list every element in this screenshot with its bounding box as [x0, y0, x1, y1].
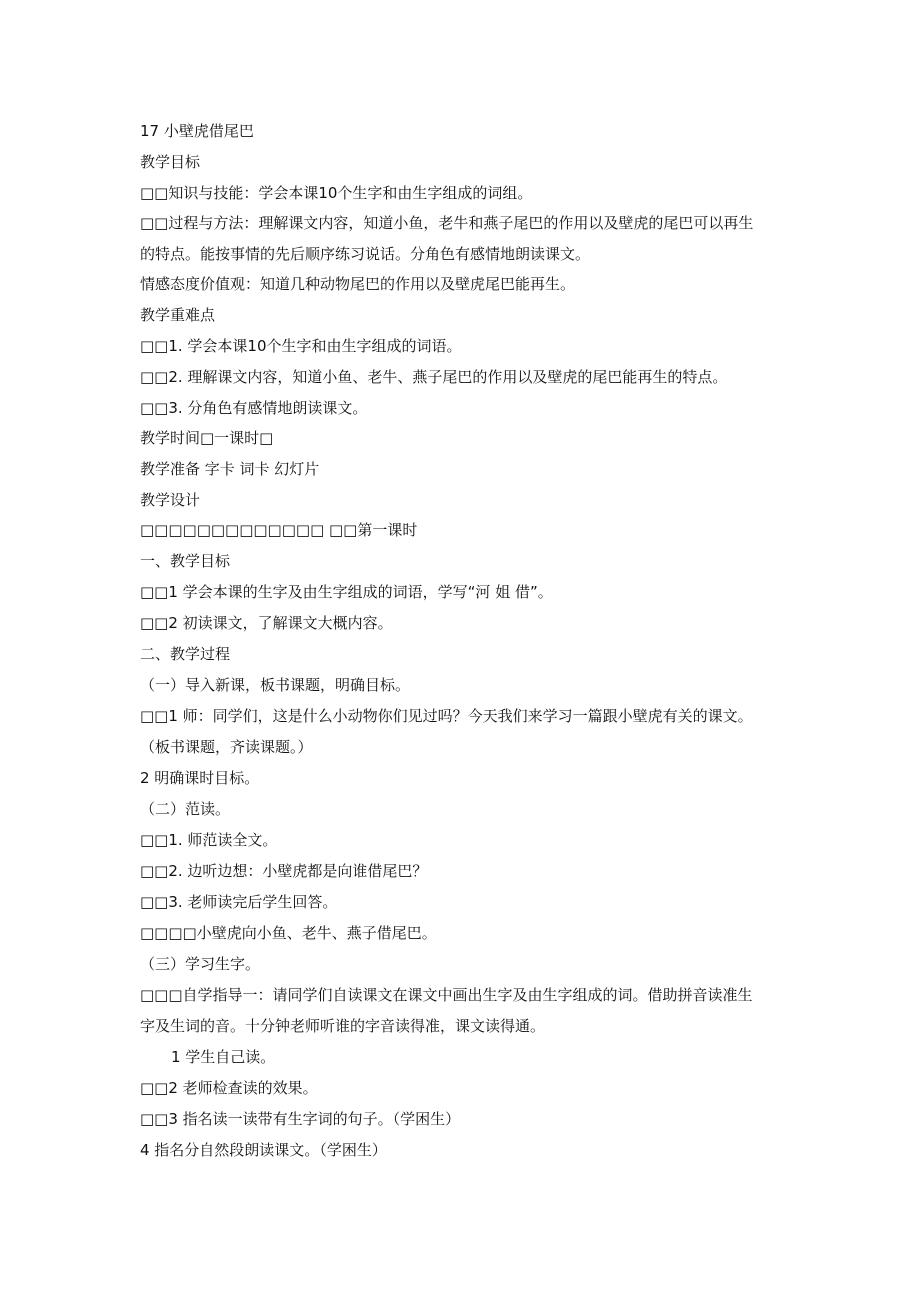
heading-key-points: 教学重难点: [140, 306, 216, 324]
key-point-2: □□2. 理解课文内容，知道小鱼、老牛、燕子尾巴的作用以及壁虎的尾巴能再生的特点。: [140, 368, 728, 386]
teaching-preparation: 教学准备 字卡 词卡 幻灯片: [140, 460, 320, 478]
step-1-heading: （一）导入新课，板书课题，明确目标。: [140, 676, 411, 694]
goal-knowledge: □□知识与技能：学会本课10个生字和由生字组成的词组。: [140, 184, 533, 202]
step-2-heading: （二）范读。: [140, 800, 231, 818]
teaching-time: 教学时间□一课时□: [140, 429, 274, 447]
step-1-note: （板书课题，齐读课题。）: [140, 738, 313, 756]
goal-item-1: □□1 学会本课的生字及由生字组成的词语，学写“河 姐 借”。: [140, 583, 553, 601]
first-lesson-label: □□□□□□□□□□□□□ □□第一课时: [140, 521, 418, 539]
step-2-item-2: □□2. 边听边想：小壁虎都是向谁借尾巴？: [140, 862, 428, 880]
key-point-3: □□3. 分角色有感情地朗读课文。: [140, 399, 368, 417]
step-2-answer: □□□□小壁虎向小鱼、老牛、燕子借尾巴。: [140, 924, 437, 942]
self-study-guide-line2: 字及生词的音。十分钟老师听谁的字音读得准，课文读得通。: [140, 1017, 546, 1035]
heading-teaching-goals: 教学目标: [140, 153, 201, 171]
step-2-item-1: □□1. 师范读全文。: [140, 831, 278, 849]
step-3-item-4: 4 指名分自然段朗读课文。（学困生）: [140, 1141, 387, 1159]
self-study-guide-line1: □□□自学指导一：请同学们自读课文在课文中画出生字及由生字组成的词。借助拼音读准生: [140, 986, 753, 1004]
key-point-1: □□1. 学会本课10个生字和由生字组成的词语。: [140, 337, 462, 355]
goal-process-line2: 的特点。能按事情的先后顺序练习说话。分角色有感情地朗读课文。: [140, 245, 591, 263]
step-2-item-3: □□3. 老师读完后学生回答。: [140, 893, 338, 911]
step-1-item-1: □□1 师：同学们，这是什么小动物你们见过吗？今天我们来学习一篇跟小壁虎有关的课文。: [140, 707, 753, 725]
heading-teaching-design: 教学设计: [140, 491, 201, 509]
goal-emotion: 情感态度价值观：知道几种动物尾巴的作用以及壁虎尾巴能再生。: [140, 275, 576, 293]
section-2-process: 二、教学过程: [140, 645, 231, 663]
step-3-item-2: □□2 老师检查读的效果。: [140, 1079, 318, 1097]
goal-process-line1: □□过程与方法：理解课文内容，知道小鱼，老牛和燕子尾巴的作用以及壁虎的尾巴可以再生: [140, 214, 754, 232]
step-3-heading: （三）学习生字。: [140, 955, 261, 973]
step-3-item-1: 1 学生自己读。: [171, 1048, 276, 1066]
step-3-item-3: □□3 指名读一读带有生字词的句子。（学困生）: [140, 1110, 461, 1128]
step-1-item-2: 2 明确课时目标。: [140, 769, 260, 787]
goal-item-2: □□2 初读课文，了解课文大概内容。: [140, 614, 393, 632]
lesson-title: 17 小壁虎借尾巴: [140, 122, 254, 140]
section-1-goals: 一、教学目标: [140, 552, 231, 570]
